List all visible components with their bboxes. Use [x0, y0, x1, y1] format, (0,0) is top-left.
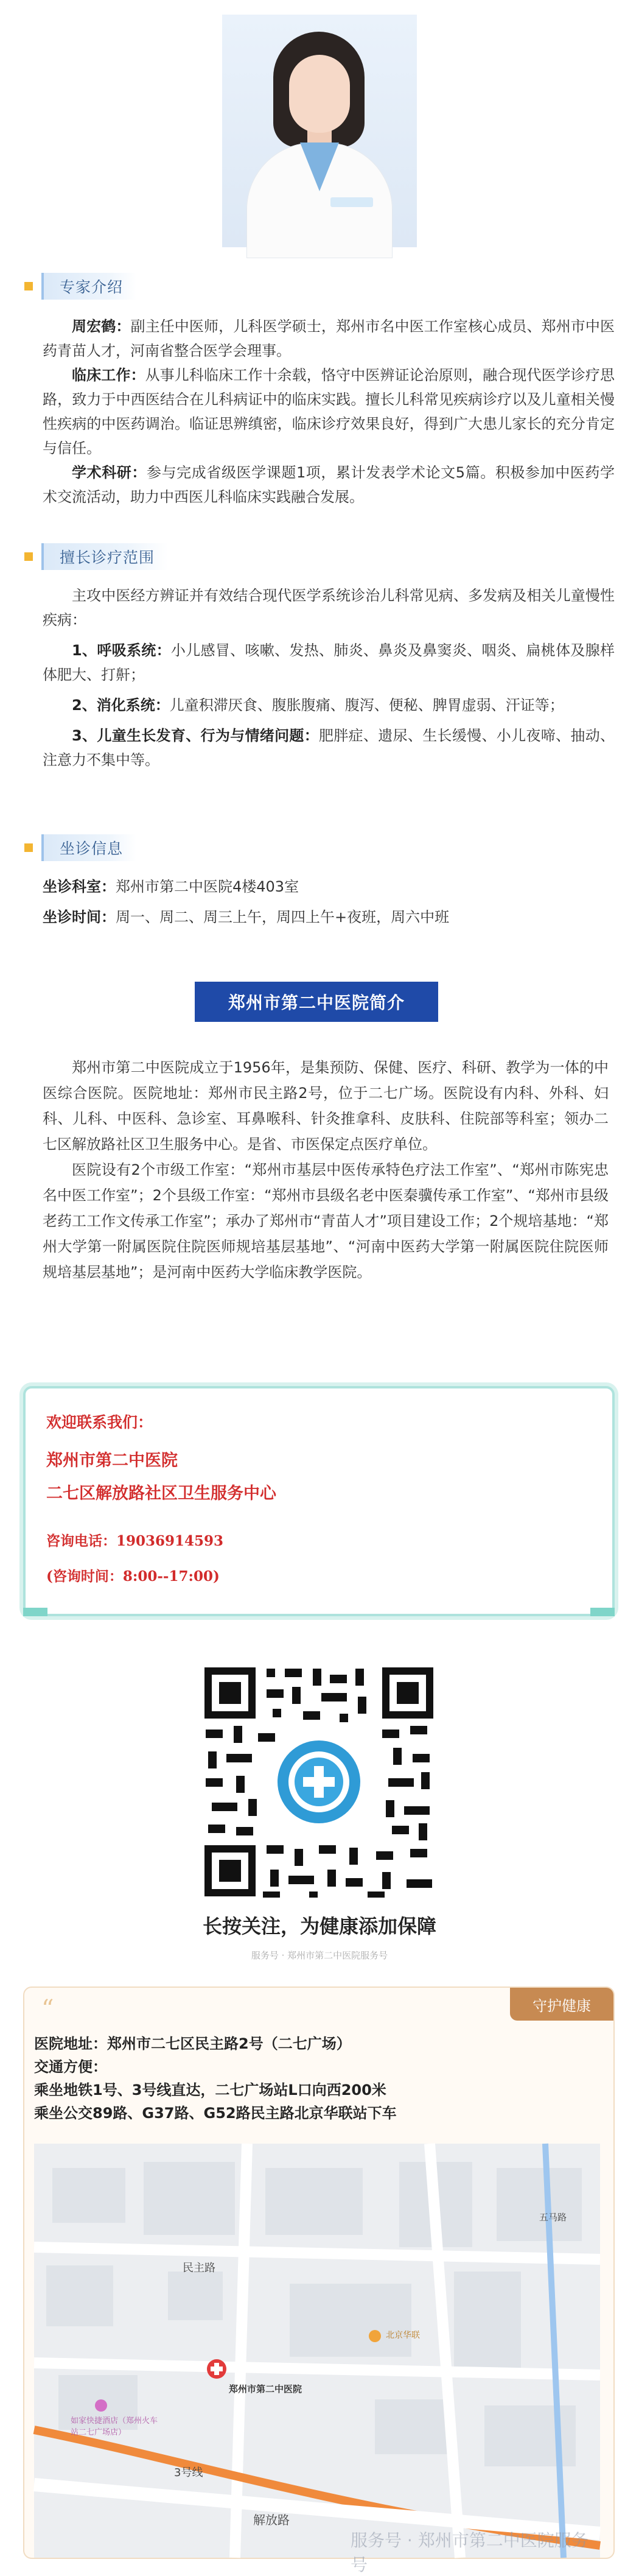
expert-name-label: 周宏鹤： — [72, 318, 131, 335]
map-label-road: 3号线 — [174, 2466, 203, 2479]
specialty-list — [43, 583, 615, 772]
map-label-road: 五马路 — [539, 2212, 567, 2223]
specialty-item-text: 肥胖症、遗尿、生长缓慢、小儿夜啼、抽动、注意力不集中等。 — [43, 727, 615, 769]
map-graphic — [34, 2144, 600, 2558]
transport-metro: 乘坐地铁1号、3号线直达，二七广场站L口向西200米 — [34, 2082, 386, 2099]
expert-bio — [43, 314, 615, 509]
map-label-poi: 北京华联 — [386, 2331, 420, 2340]
qr-code[interactable] — [200, 1663, 438, 1901]
map-label-poi: 如家快捷酒店（郑州火车站二七广场店） — [71, 2416, 158, 2437]
map-label-road: 民主路 — [183, 2262, 215, 2275]
quote-mark-icon: “ — [41, 1995, 54, 2023]
specialty-item-text: 小儿感冒、咳嗽、发热、肺炎、鼻炎及鼻窦炎、咽炎、扁桃体及腺样体肥大、打鼾； — [43, 642, 615, 683]
clinical-text: 从事儿科临床工作十余载，恪守中医辨证论治原则，融合现代医学诊疗思路，致力于中西医结合在儿科病证中的临床实践。擅长儿科常见疾病诊疗以及儿童相关慢性疾病的中医药调治。临证思辨缜密，临床诊疗效果良好，得到广大患儿家长的充分肯定与信任。 — [43, 367, 615, 457]
hospital-intro-title: 郑州市第二中医院简介 — [195, 982, 438, 1022]
contact-phone[interactable]: 咨询电话：19036914593 — [46, 1533, 224, 1549]
clinical-label: 临床工作： — [72, 367, 145, 384]
section-header-expert — [24, 273, 136, 300]
clinic-info — [43, 875, 615, 929]
box-corner-decoration — [590, 1608, 615, 1616]
qr-caption: 长按关注，为健康添加保障 — [202, 1915, 436, 1938]
service-account-note: 服务号 · 郑州市第二中医院服务号 — [251, 1950, 388, 1961]
section-marker-icon — [24, 282, 33, 290]
photo-face — [289, 55, 350, 133]
contact-box — [23, 1386, 615, 1616]
watermark: 服务号 · 郑州市第二中医院服务号 — [351, 2530, 588, 2575]
specialty-intro: 主攻中医经方辨证并有效结合现代医学系统诊治儿科常见病、多发病及相关儿童慢性疾病： — [43, 587, 615, 628]
expert-name-text: 副主任中医师，儿科医学硕士，郑州市名中医工作室核心成员、郑州市中医药青苗人才，河南省整合医学会理事。 — [43, 318, 615, 359]
guard-health-tag: 守护健康 — [510, 1988, 613, 2021]
map-label-hospital: 郑州市第二中医院 — [229, 2384, 302, 2395]
section-header-clinic — [24, 834, 136, 861]
contact-welcome: 欢迎联系我们： — [46, 1413, 153, 1431]
specialty-item-label: 3、儿童生长发育、行为与情绪问题： — [72, 727, 320, 744]
section-marker-icon — [24, 843, 33, 852]
hospital-address: 医院地址：郑州市二七区民主路2号（二七广场） — [34, 2035, 351, 2052]
transport-title: 交通方便： — [34, 2058, 107, 2075]
clinic-room-value: 郑州市第二中医院4楼403室 — [116, 878, 299, 895]
location-map[interactable] — [34, 2144, 600, 2575]
contact-org: 二七区解放路社区卫生服务中心 — [46, 1484, 276, 1503]
hospital-intro-para: 医院设有2个市级工作室：“郑州市基层中医传承特色疗法工作室”、“郑州市陈宪忠名中医工作室”；2个县级工作室：“郑州市县级名老中医秦骥传承工作室”、“郑州市县级老药工工作文传承工作室”；承办了郑州市“青苗人才”项目建设工作；2个规培基地：“郑州大学第一附属医院住院医师规培基层基地”、“河南中医药大学第一附属医院住院医师规培基层基地”；是河南中医药大学临床教学医院。 — [43, 1161, 609, 1281]
hospital-intro-para: 郑州市第二中医院成立于1956年，是集预防、保健、医疗、科研、教学为一体的中医综合医院。医院地址：郑州市民主路2号，位于二七广场。医院设有内科、外科、妇科、儿科、中医科、急诊室、耳鼻喉科、针灸推拿科、皮肤科、住院部等科室；领办二七区解放路社区卫生服务中心。是省、市医保定点医疗单位。 — [43, 1059, 609, 1153]
section-marker-icon — [24, 552, 33, 561]
section-title: 坐诊信息 — [41, 834, 136, 861]
section-title: 专家介绍 — [41, 273, 136, 300]
research-text: 参与完成省级医学课题1项，累计发表学术论文5篇。积极参加中医药学术交流活动，助力中西医儿科临床实践融合发展。 — [43, 464, 615, 505]
clinic-time-label: 坐诊时间： — [43, 909, 116, 926]
clinic-room-label: 坐诊科室： — [43, 878, 116, 895]
specialty-item-label: 2、消化系统： — [72, 697, 170, 714]
specialty-item-text: 儿童积滞厌食、腹胀腹痛、腹泻、便秘、脾胃虚弱、汗证等； — [169, 697, 564, 714]
specialty-item-label: 1、呼吸系统： — [72, 642, 171, 659]
hospital-intro — [43, 1055, 609, 1285]
photo-name-badge — [330, 197, 373, 207]
contact-org: 郑州市第二中医院 — [46, 1451, 178, 1470]
map-label-road: 解放路 — [253, 2513, 290, 2527]
clinic-time-value: 周一、周二、周三上午，周四上午+夜班，周六中班 — [116, 909, 450, 926]
section-title: 擅长诊疗范围 — [41, 543, 168, 570]
transport-bus: 乘坐公交89路、G37路、G52路民主路北京华联站下车 — [34, 2105, 397, 2122]
section-header-specialty — [24, 543, 168, 570]
box-corner-decoration — [23, 1608, 47, 1616]
research-label: 学术科研： — [72, 464, 147, 481]
doctor-photo — [222, 15, 417, 247]
contact-hours: (咨询时间：8:00--17:00) — [46, 1568, 220, 1585]
